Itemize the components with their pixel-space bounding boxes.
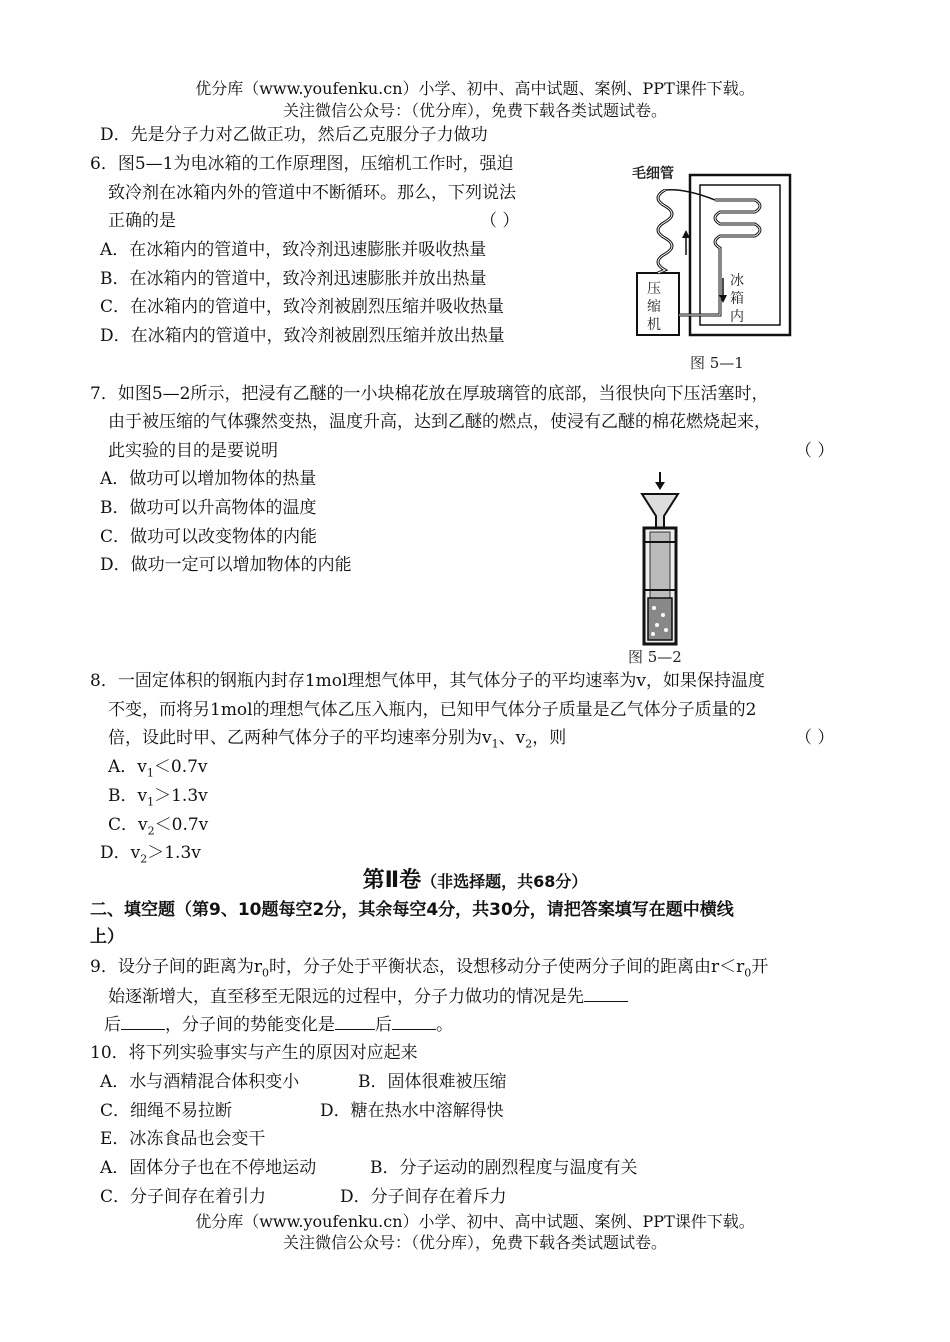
q8-option-c bbox=[108, 814, 208, 842]
q9-line2-text: 始逐渐增大，直至移至无限远的过程中，分子力做功的情况是先 bbox=[108, 987, 584, 1007]
q8-sub-2: 2 bbox=[525, 737, 533, 751]
q8-stem-line1: 8．一固定体积的钢瓶内封存1mol理想气体甲，其气体分子的平均速率为v，如果保持温度 bbox=[90, 671, 766, 691]
q7-option-c: C．做功可以改变物体的内能 bbox=[100, 527, 318, 547]
q8-option-b-sub: 1 bbox=[147, 795, 155, 809]
q8-answer-paren: （ ） bbox=[795, 728, 835, 748]
figure-5-1-caption: 图 5—1 bbox=[690, 354, 744, 372]
q8-option-d-sub: 2 bbox=[140, 852, 148, 866]
section2-heading-line2: 上） bbox=[90, 927, 124, 947]
part2-title-sub: （非选择题，共68分） bbox=[421, 872, 588, 891]
q9-blank-3[interactable] bbox=[335, 1013, 375, 1030]
q10-fact-c: C．细绳不易拉断 bbox=[100, 1101, 233, 1121]
q8-sub-1: 1 bbox=[491, 737, 499, 751]
q9-sub-0b: 0 bbox=[744, 966, 752, 980]
q9-sub-0a: 0 bbox=[261, 966, 269, 980]
q8-option-a-post: ＜0.7v bbox=[153, 757, 208, 777]
q7-answer-paren: （ ） bbox=[795, 441, 835, 461]
q9-blank-1[interactable] bbox=[584, 985, 628, 1002]
q9-line3-a: 后 bbox=[104, 1015, 121, 1035]
q8-stem-line3 bbox=[108, 727, 566, 755]
figure-label-compressor-1: 压 bbox=[647, 281, 661, 297]
q9-line1-a: 9．设分子间的距离为r bbox=[90, 957, 262, 977]
page-header-line1: 优分库（www.youfenku.cn）小学、初中、高中试题、案例、PPT课件下载。 bbox=[195, 79, 755, 98]
q9-blank-2[interactable] bbox=[121, 1013, 165, 1030]
q8-stem-line2: 不变，而将另1mol的理想气体乙压入瓶内，已知甲气体分子质量是乙气体分子质量的2 bbox=[108, 700, 757, 720]
q7-stem-line1: 7．如图5—2所示，把浸有乙醚的一小块棉花放在厚玻璃管的底部，当很快向下压活塞时， bbox=[90, 384, 769, 404]
figure-label-inside-3: 内 bbox=[730, 309, 744, 325]
q9-line1-c: 开 bbox=[751, 957, 769, 977]
q8-option-d-post: ＞1.3v bbox=[147, 843, 201, 863]
q10-cause-c: C．分子间存在着引力 bbox=[100, 1187, 267, 1207]
q8-option-b bbox=[108, 785, 208, 813]
q8-option-c-pre: C．v bbox=[108, 815, 148, 835]
q7-stem-line2: 由于被压缩的气体骤然变热，温度升高，达到乙醚的燃点，使浸有乙醚的棉花燃烧起来， bbox=[108, 412, 771, 432]
q8-stem-line3-c: ，则 bbox=[532, 728, 567, 748]
q8-option-a-pre: A．v bbox=[108, 757, 147, 777]
q9-line3-d: 。 bbox=[436, 1015, 453, 1035]
figure-label-compressor-2: 缩 bbox=[647, 299, 661, 315]
q9-line3-b: ，分子间的势能变化是 bbox=[165, 1015, 335, 1035]
figure-label-capillary: 毛细管 bbox=[632, 166, 674, 182]
q10-fact-d: D．糖在热水中溶解得快 bbox=[320, 1101, 504, 1121]
q6-stem-line3: 正确的是 bbox=[108, 211, 176, 231]
part2-title-main: 第Ⅱ卷 bbox=[362, 868, 422, 893]
part2-title bbox=[0, 868, 950, 895]
q9-stem-line2 bbox=[108, 985, 628, 1008]
q6-option-b: B．在冰箱内的管道中，致冷剂迅速膨胀并放出热量 bbox=[100, 269, 487, 289]
q6-option-c: C．在冰箱内的管道中，致冷剂被剧烈压缩并吸收热量 bbox=[100, 297, 505, 317]
q7-option-b: B．做功可以升高物体的温度 bbox=[100, 498, 317, 518]
section2-heading-line1: 二、填空题（第9、10题每空2分，其余每空4分，共30分，请把答案填写在题中横线 bbox=[90, 900, 734, 920]
q8-option-d bbox=[100, 842, 201, 870]
q10-fact-b: B．固体很难被压缩 bbox=[358, 1072, 507, 1092]
figure-label-compressor-3: 机 bbox=[647, 317, 661, 333]
q10-cause-d: D．分子间存在着斥力 bbox=[340, 1187, 507, 1207]
figure-label-inside-2: 箱 bbox=[730, 291, 744, 307]
q8-stem-line3-a: 倍，设此时甲、乙两种气体分子的平均速率分别为v bbox=[108, 728, 492, 748]
q10-fact-a: A．水与酒精混合体积变小 bbox=[100, 1072, 300, 1092]
q8-option-c-sub: 2 bbox=[147, 824, 155, 838]
q7-option-a: A．做功可以增加物体的热量 bbox=[100, 469, 317, 489]
q9-line1-b: 时，分子处于平衡状态，设想移动分子使两分子间的距离由r＜r bbox=[268, 957, 745, 977]
q7-stem-line3: 此实验的目的是要说明 bbox=[108, 441, 278, 461]
figure-5-2-caption: 图 5—2 bbox=[628, 648, 682, 666]
q6-option-a: A．在冰箱内的管道中，致冷剂迅速膨胀并吸收热量 bbox=[100, 240, 487, 260]
q6-answer-paren: （ ） bbox=[480, 211, 520, 231]
q10-fact-e: E．冰冻食品也会变干 bbox=[100, 1129, 266, 1149]
q10-cause-a: A．固体分子也在不停地运动 bbox=[100, 1158, 317, 1178]
q8-option-b-pre: B．v bbox=[108, 786, 148, 806]
q9-blank-4[interactable] bbox=[392, 1013, 436, 1030]
q8-stem-line3-b: 、v bbox=[498, 728, 526, 748]
q9-stem-line1 bbox=[90, 956, 768, 984]
glass-tube-piston-diagram bbox=[630, 470, 690, 650]
figure-label-inside-1: 冰 bbox=[730, 273, 744, 289]
q8-option-c-post: ＜0.7v bbox=[154, 815, 209, 835]
page-footer-line1: 优分库（www.youfenku.cn）小学、初中、高中试题、案例、PPT课件下载。 bbox=[195, 1212, 755, 1231]
q8-option-b-post: ＞1.3v bbox=[154, 786, 208, 806]
page-footer-line2: 关注微信公众号：（优分库），免费下载各类试题试卷。 bbox=[282, 1233, 667, 1252]
q6-stem-line2: 致冷剂在冰箱内外的管道中不断循环。那么，下列说法 bbox=[108, 183, 516, 203]
page-header-line2: 关注微信公众号：（优分库），免费下载各类试题试卷。 bbox=[282, 101, 667, 120]
q6-option-d: D．在冰箱内的管道中，致冷剂被剧烈压缩并放出热量 bbox=[100, 326, 505, 346]
q6-stem-line1: 6．图5—1为电冰箱的工作原理图，压缩机工作时，强迫 bbox=[90, 154, 514, 174]
q8-option-a-sub: 1 bbox=[146, 766, 154, 780]
q9-line3-c: 后 bbox=[375, 1015, 392, 1035]
q10-cause-b: B．分子运动的剧烈程度与温度有关 bbox=[370, 1158, 638, 1178]
q8-option-d-pre: D．v bbox=[100, 843, 141, 863]
q10-stem: 10．将下列实验事实与产生的原因对应起来 bbox=[90, 1043, 418, 1063]
q5-option-d: D．先是分子力对乙做正功，然后乙克服分子力做功 bbox=[100, 125, 488, 145]
q7-option-d: D．做功一定可以增加物体的内能 bbox=[100, 555, 352, 575]
q9-stem-line3 bbox=[104, 1013, 453, 1036]
q8-option-a bbox=[108, 756, 208, 784]
